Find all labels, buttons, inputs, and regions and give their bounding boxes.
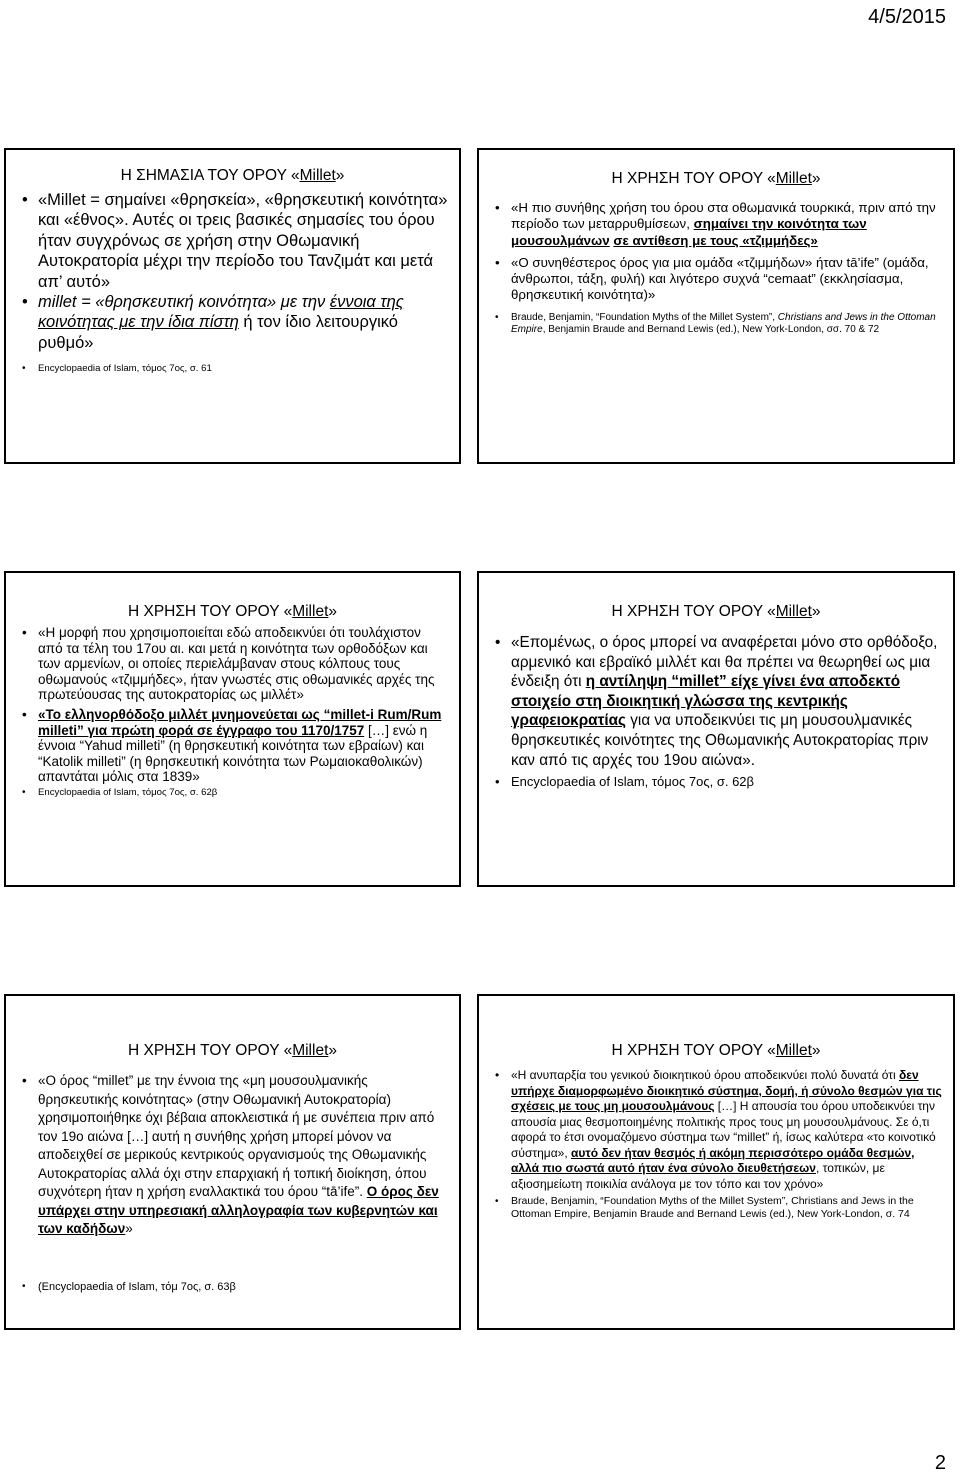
slide-5: [4, 994, 461, 1330]
bullet-list: [16, 1072, 449, 1293]
source-citation: • Encyclopaedia of Islam, τόμος 7ος, σ. 62β: [489, 772, 943, 792]
slide-title: Η ΧΡΗΣΗ ΤΟΥ ΟΡΟΥ «Millet»: [127, 603, 337, 620]
bullet-orthodox-armenian: • «Η μορφή που χρησιμοποιείται εδώ αποδεικνύει ότι τουλάχιστον από τα τέλη του 17ου αι. και μετά η κοινότητα των ορθοδόξων και των αρμενίων, οι οποίες περιελάμβαναν στους κόλπους τους οθωμανούς «τζιμμήδες», ήταν γνωστές στις οθωμανικές αρχές της πρωτεύουσας της αυτοκρατορίας ως μιλλέτ»: [16, 625, 449, 703]
bullet-administrative-language: • «Επομένως, ο όρος μπορεί να αναφέρεται μόνο στο ορθόδοξο, αρμενικό και εβραϊκό μιλλέτ και θα πρέπει να θεωρηθεί ως μια ένδειξη ότι η αντίληψη “millet” είχε γίνει ένα αποδεκτό στοιχείο στη διοικητική γλώσσα της κεντρικής γραφειοκρατίας για να υποδεικνύει τις μη μουσουλμανικές θρησκευτικές κοινότητες της Οθωμανικής Αυτοκρατορίας πριν καν από τις αρχές του 19ου αιώνα».: [489, 633, 943, 770]
source-citation: • Braude, Benjamin, “Foundation Myths of the Millet System”, Christians and Jews in the Ottoman Empire, Benjamin Braude and Bernand Lewis (ed.), New York-London, σσ. 70 & 72: [489, 312, 943, 337]
slide-title: Η ΣΗΜΑΣΙΑ ΤΟΥ ΟΡΟΥ «Millet»: [120, 167, 345, 184]
slide-1: [4, 148, 461, 464]
page-number: 2: [934, 1452, 946, 1474]
bullet-common-usage: • «Η πιο συνήθης χρήση του όρου στα οθωμανικά τουρκικά, πριν από την περίοδο των μεταρρυθμίσεων, σημαίνει την κοινότητα των μουσουλμάνων σε αντίθεση με τους «τζιμμήδες»: [489, 200, 943, 249]
slide-4: [477, 571, 955, 887]
bullet-rum-milleti: • «Το ελληνορθόδοξο μιλλέτ μνημονεύεται ως “millet-i Rum/Rum milleti” για πρώτη φορά σε έγγραφο του 1170/1757 […] ενώ η έννοια “Yahud milleti” (η θρησκευτική κοινότητα των εβραίων) και “Katolik milleti” (η θρησκευτική κοινότητα των Ρωμαιοκαθολικών) απαντάται μόλις στα 1839»: [16, 707, 449, 785]
bullet-list: [16, 190, 449, 375]
source-citation: • (Encyclopaedia of Islam, τόμ 7ος, σ. 63β: [16, 1281, 449, 1293]
slide-title: Η ΧΡΗΣΗ ΤΟΥ ΟΡΟΥ «Millet»: [611, 170, 821, 187]
slide-2: [477, 148, 955, 464]
bullet-list: [489, 633, 943, 792]
bullet-community-meaning: • millet = «θρησκευτική κοινότητα» με την έννοια της κοινότητας με την ίδια πίστη ή τον ίδιο λειτουργικό ρυθμό»: [16, 292, 449, 353]
bullet-list: [489, 200, 943, 337]
page-date: 4/5/2015: [868, 6, 946, 28]
source-citation: • Encyclopaedia of Islam, τόμος 7ος, σ. 62β: [16, 787, 449, 799]
source-citation: • Encyclopaedia of Islam, τόμος 7ος, σ. 61: [16, 363, 449, 375]
slide-6: [477, 994, 955, 1330]
bullet-no-system: • «Η ανυπαρξία του γενικού διοικητικού όρου αποδεικνύει πολύ δυνατά ότι δεν υπήρχε διαμορφωμένο διοικητικό σύστημα, δομή, ή σύνολο θεσμών για τις σχέσεις με τους μη μουσουλμάνους […] Η απουσία του όρου υποδεικνύει την απουσία μιας θεσμοποιημένης πολιτικής προς τους μη μουσουλμάνους. Σε ό,τι αφορά το έτσι ονομαζόμενο σύστημα των “millet” ή, ίσως καλύτερα «το κοινοτικό σύστημα», αυτό δεν ήταν θεσμός ή ακόμη περισσότερο ομάδα θεσμών, αλλά πιο σωστά αυτό ήταν ένα σύνολο διευθετήσεων, τοπικών, με αξιοσημείωτη ποικιλία ανάλογα με τον τόπο και τον χρόνο»: [489, 1068, 943, 1192]
bullet-taife-term: • «Ο συνηθέστερος όρος για μια ομάδα «τζιμμήδων» ήταν tā’ife” (ομάδα, άνθρωποι, τάξη, φυλή) και λιγότερο συχνά “cemaat” (εκκλησίασμα, θρησκευτική κοινότητα)»: [489, 255, 943, 304]
slide-title: Η ΧΡΗΣΗ ΤΟΥ ΟΡΟΥ «Millet»: [611, 603, 821, 620]
slide-title: Η ΧΡΗΣΗ ΤΟΥ ΟΡΟΥ «Millet»: [127, 1042, 337, 1059]
source-citation: • Braude, Benjamin, “Foundation Myths of the Millet System”, Christians and Jews in the Ottoman Empire, Benjamin Braude and Bernand Lewis (ed.), New York-London, σ. 74: [489, 1195, 943, 1221]
slide-3: [4, 571, 461, 887]
slide-title: Η ΧΡΗΣΗ ΤΟΥ ΟΡΟΥ «Millet»: [611, 1042, 821, 1059]
bullet-millet-usage: • «Ο όρος “millet” με την έννοια της «μη μουσουλμανικής θρησκευτικής κοινότητας» (στην Οθωμανική Αυτοκρατορία) χρησιμοποιήθηκε όχι βέβαια αποκλειστικά ή με συνέπεια πριν από τον 19ο αιώνα […] αυτή η συνήθης χρήση μπορεί μόνον να αποδειχθεί σε μερικούς κεντρικούς οργανισμούς της Οθωμανικής Αυτοκρατορίας αλλά όχι στην επαρχιακή ή τοπική διοίκηση, όπου συχνότερη ήταν η χρήση εναλλακτικά του όρου “tā’ife”. Ο όρος δεν υπάρχει στην υπηρεσιακή αλληλογραφία των κυβερνητών και των καδήδων»: [16, 1072, 449, 1239]
bullet-list: [16, 625, 449, 799]
bullet-list: [489, 1068, 943, 1221]
bullet-definition: • «Millet = σημαίνει «θρησκεία», «θρησκευτική κοινότητα» και «έθνος». Αυτές οι τρεις βασικές σημασίες του όρου ήταν συγχρόνως σε χρήση στην Οθωμανική Αυτοκρατορία μέχρι την περίοδο του Τανζιμάτ και μετά απ’ αυτό»: [16, 190, 449, 292]
